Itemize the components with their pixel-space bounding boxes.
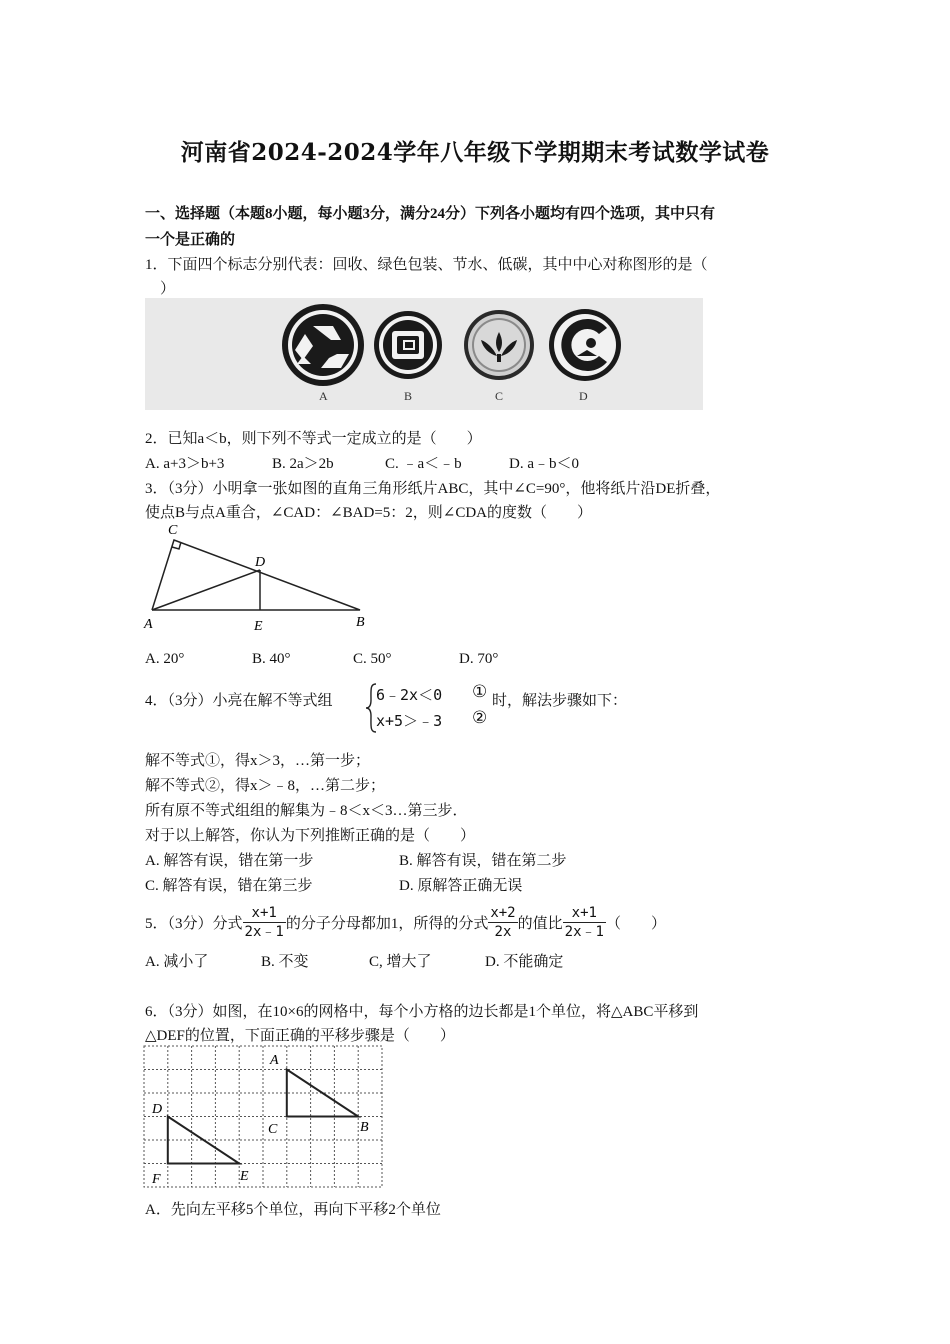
q3-stem-line1: 3．（3分）小明拿一张如图的直角三角形纸片ABC，其中∠C=90°，他将纸片沿DE折叠， bbox=[145, 481, 721, 497]
q5-pre: 5．（3分）分式 bbox=[145, 915, 243, 932]
q5-fraction-2-den: 2x bbox=[494, 923, 512, 940]
q2-option-b: B. 2a＞2b bbox=[272, 456, 334, 472]
q3-triangle-figure bbox=[138, 518, 378, 636]
q2-stem: 2．已知a＜b，则下列不等式一定成立的是（ ） bbox=[145, 431, 482, 447]
q4-option-d: D. 原解答正确无误 bbox=[399, 878, 523, 894]
logo-label-d: D bbox=[579, 389, 588, 403]
q4-option-c: C. 解答有误，错在第三步 bbox=[145, 878, 313, 894]
recycle-logo-icon bbox=[282, 304, 364, 386]
q5-fraction-3-num: x+1 bbox=[563, 904, 606, 923]
q1-stem-line2: ） bbox=[160, 281, 176, 297]
q2-option-c: C. ﹣a＜﹣b bbox=[385, 456, 462, 472]
q5-option-a: A. 减小了 bbox=[145, 954, 209, 970]
q1-stem-line1: 1．下面四个标志分别代表：回收、绿色包装、节水、低碳，其中中心对称图形的是（ bbox=[145, 257, 708, 273]
q4-step-1: 解不等式①，得x＞3，…第一步； bbox=[145, 753, 371, 769]
q5-fraction-3 bbox=[563, 904, 606, 941]
q5-fraction-2 bbox=[488, 904, 517, 941]
q5-fraction-2-num: x+2 bbox=[490, 904, 516, 921]
q4-option-a: A. 解答有误，错在第一步 bbox=[145, 853, 314, 869]
point-label-e: E bbox=[254, 619, 263, 634]
q4-ask: 对于以上解答，你认为下列推断正确的是（ ） bbox=[145, 828, 476, 844]
grid-point-label-f: F bbox=[152, 1172, 161, 1187]
point-label-b: B bbox=[356, 615, 365, 630]
grid-point-label-a: A bbox=[270, 1053, 279, 1068]
page-title: 河南省2024-2024学年八年级下学期期末考试数学试卷 bbox=[180, 139, 770, 166]
logo-label-c: C bbox=[495, 389, 504, 403]
q5-stem bbox=[145, 901, 666, 943]
point-label-c: C bbox=[168, 523, 178, 538]
q4-step-2: 解不等式②，得x＞﹣8，…第二步； bbox=[145, 778, 386, 794]
q5-mid2: 的值比 bbox=[517, 915, 563, 932]
q4-stem-post: 时，解法步骤如下： bbox=[492, 693, 628, 709]
q4-inequality-1: 6﹣2x＜0 bbox=[376, 686, 443, 704]
q2-option-a: A. a+3＞b+3 bbox=[145, 456, 225, 472]
q3-option-d: D. 70° bbox=[459, 651, 499, 667]
q3-option-b: B. 40° bbox=[252, 651, 291, 667]
q5-option-b: B. 不变 bbox=[261, 954, 309, 970]
q2-option-d: D. a﹣b＜0 bbox=[509, 456, 579, 472]
q3-stem-line2: 使点B与点A重合，∠CAD：∠BAD=5：2，则∠CDA的度数（ ） bbox=[145, 505, 593, 521]
q6-grid-figure bbox=[140, 1043, 385, 1191]
point-label-d: D bbox=[255, 555, 266, 570]
q5-fraction-3-den: 2x﹣1 bbox=[564, 923, 604, 940]
q5-fraction-1 bbox=[243, 904, 286, 941]
section-heading-line1: 一、选择题（本题8小题，每小题3分，满分24分）下列各小题均有四个选项，其中只有 bbox=[145, 206, 716, 222]
q6-stem-line1: 6．（3分）如图，在10×6的网格中，每个小方格的边长都是1个单位，将△ABC平移到 bbox=[145, 1004, 699, 1020]
q5-option-d: D. 不能确定 bbox=[485, 954, 564, 970]
q3-option-c: C. 50° bbox=[353, 651, 392, 667]
q4-inequality-2: x+5＞﹣3 bbox=[376, 712, 443, 730]
q5-mid: 的分子分母都加1，所得的分式 bbox=[285, 915, 489, 932]
q4-mark-2: ② bbox=[472, 708, 488, 728]
q6-option-a: A．先向左平移5个单位，再向下平移2个单位 bbox=[145, 1202, 441, 1218]
logo-label-a: A bbox=[319, 389, 328, 403]
water-saving-logo-icon bbox=[464, 310, 534, 380]
q5-fraction-1-num: x+1 bbox=[243, 904, 286, 923]
q5-fraction-1-den: 2x﹣1 bbox=[244, 923, 284, 940]
logo-label-b: B bbox=[404, 389, 413, 403]
q5-post: （ ） bbox=[605, 915, 666, 932]
grid-point-label-b: B bbox=[360, 1120, 369, 1135]
q4-mark-1: ① bbox=[472, 682, 488, 702]
green-packaging-logo-icon bbox=[374, 311, 442, 379]
q3-option-a: A. 20° bbox=[145, 651, 185, 667]
q4-option-b: B. 解答有误，错在第二步 bbox=[399, 853, 567, 869]
section-heading-line2: 一个是正确的 bbox=[145, 232, 236, 248]
grid-point-label-c: C bbox=[268, 1122, 278, 1137]
grid-point-label-e: E bbox=[240, 1169, 249, 1184]
q5-option-c: C, 增大了 bbox=[369, 954, 432, 970]
q4-inequality-system bbox=[364, 682, 492, 734]
point-label-a: A bbox=[144, 617, 153, 632]
q6-stem-line2: △DEF的位置，下面正确的平移步骤是（ ） bbox=[145, 1028, 455, 1044]
low-carbon-logo-icon bbox=[549, 309, 621, 381]
q1-logos-figure bbox=[145, 298, 703, 410]
q4-step-3: 所有原不等式组组的解集为﹣8＜x＜3…第三步． bbox=[145, 803, 468, 819]
q4-stem-pre: 4．（3分）小亮在解不等式组 bbox=[145, 693, 333, 709]
grid-point-label-d: D bbox=[152, 1102, 163, 1117]
